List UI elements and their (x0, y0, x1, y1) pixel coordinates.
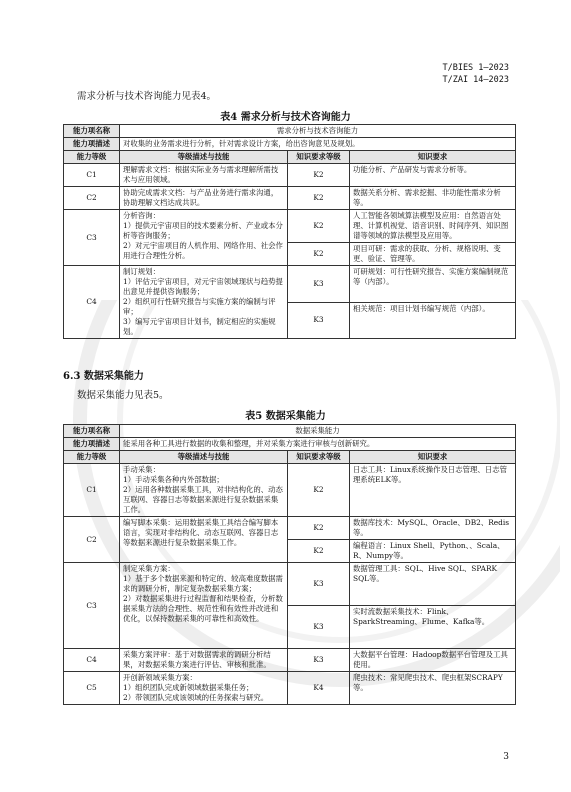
level-cell: C1 (64, 164, 120, 187)
req-cell: K4 (288, 672, 350, 705)
desc-cell: 制订规划： 1）评估元宇宙项目，对元宇宙领域现状与趋势提出意见并提供咨询服务； 2）组织可行性研究报告与实施方案的编制与评审； 3）编写元宇宙项目计划书，制定相应的实施规划。 (120, 266, 288, 339)
table-row (64, 210, 516, 243)
desc-label: 能力项描述 (64, 438, 120, 451)
table-row (64, 672, 516, 705)
col-desc: 等级描述与技能 (120, 451, 288, 464)
section-heading: 6.3 数据采集能力 (63, 371, 144, 382)
desc-cell: 编写脚本采集：运用数据采集工具结合编写脚本语言，实现对非结构化、动态互联网、容器日志等数据来源进行复杂数据采集工作。 (120, 517, 288, 563)
col-know: 知识要求 (350, 151, 516, 164)
req-cell: K3 (288, 266, 350, 303)
level-cell: C1 (64, 464, 120, 517)
intro-table4: 需求分析与技术咨询能力见表4。 (77, 91, 217, 102)
table4 (63, 124, 516, 339)
req-cell: K3 (288, 606, 350, 649)
name-label: 能力项名称 (64, 425, 120, 438)
know-cell: 可研规划：可行性研究报告、实施方案编制规范等（内部）。 (350, 266, 516, 303)
desc-cell: 协助完成需求文档：与产品业务进行需求沟通，协助理解文档达成共识。 (120, 187, 288, 210)
know-cell: 功能分析、产品研发与需求分析等。 (350, 164, 516, 187)
know-cell: 爬虫技术：常见爬虫技术、爬虫框架SCRAPY等。 (350, 672, 516, 705)
level-cell: C4 (64, 266, 120, 339)
table-row (64, 563, 516, 606)
name-label: 能力项名称 (64, 125, 120, 138)
level-cell: C4 (64, 649, 120, 672)
req-cell: K2 (288, 517, 350, 540)
req-cell: K2 (288, 243, 350, 266)
know-cell: 数据库技术：MySQL、Oracle、DB2、Redis等。 (350, 517, 516, 540)
desc-cell: 理解需求文档：根据实际业务与需求理解所需技术与应用领域。 (120, 164, 288, 187)
table-row (64, 517, 516, 540)
name-value: 需求分析与技术咨询能力 (120, 125, 516, 138)
req-cell: K2 (288, 164, 350, 187)
req-cell: K2 (288, 464, 350, 517)
level-cell: C3 (64, 210, 120, 266)
col-level: 能力等级 (64, 151, 120, 164)
know-cell: 人工智能各领域算法模型及应用：自然语言处理、计算机视觉、语音识别、时间序列、知识图谱等领域的算法模型及应用等。 (350, 210, 516, 243)
know-cell: 大数据平台管理：Hadoop数据平台管理及工具使用。 (350, 649, 516, 672)
know-cell: 相关规范：项目计划书编写规范（内部）。 (350, 302, 516, 339)
know-cell: 编程语言：Linux Shell、Python、、Scala、R、Numpy等。 (350, 540, 516, 563)
standard-code-1: T/BIES 1—2023 (442, 63, 509, 73)
req-cell: K2 (288, 187, 350, 210)
table5-caption: 表5 数据采集能力 (245, 411, 326, 422)
req-cell: K3 (288, 649, 350, 672)
desc-cell: 采集方案评审：基于对数据需求的调研分析结果，对数据采集方案进行评估、审核和批准。 (120, 649, 288, 672)
col-know: 知识要求 (350, 451, 516, 464)
col-req: 知识要求等级 (288, 451, 350, 464)
req-cell: K2 (288, 540, 350, 563)
level-cell: C2 (64, 187, 120, 210)
col-level: 能力等级 (64, 451, 120, 464)
know-cell: 项目可研：需求的获取、分析、规格说明、变更、验证、管理等。 (350, 243, 516, 266)
desc-cell: 手动采集： 1）手动采集各种内外部数据； 2）运用各种数据采集工具，对非结构化的、动态互联网、容器日志等数据来源进行复杂数据采集工作。 (120, 464, 288, 517)
desc-cell: 开创新领域采集方案： 1）组织团队完成新领域数据采集任务； 2）带领团队完成该领域的任务探索与研究。 (120, 672, 288, 705)
table-row (64, 649, 516, 672)
page-number: 3 (503, 752, 509, 762)
desc-label: 能力项描述 (64, 138, 120, 151)
col-desc: 等级描述与技能 (120, 151, 288, 164)
table-row (64, 266, 516, 303)
table-row (64, 164, 516, 187)
table4-caption: 表4 需求分析与技术咨询能力 (220, 112, 351, 123)
table5 (63, 424, 516, 705)
know-cell: 数据关系分析、需求挖掘、非功能性需求分析等。 (350, 187, 516, 210)
standard-code-2: T/ZAI 14—2023 (442, 75, 509, 85)
level-cell: C3 (64, 563, 120, 649)
col-req: 知识要求等级 (288, 151, 350, 164)
table-row (64, 187, 516, 210)
document-code (442, 62, 509, 86)
know-cell: 日志工具：Linux系统操作及日志管理、日志管理系统ELK等。 (350, 464, 516, 517)
know-cell: 数据管理工具：SQL、Hive SQL、SPARK SQL等。 (350, 563, 516, 606)
level-cell: C5 (64, 672, 120, 705)
table-row (64, 464, 516, 517)
desc-value: 能采用各种工具进行数据的收集和整理，并对采集方案进行审核与创新研究。 (120, 438, 516, 451)
level-cell: C2 (64, 517, 120, 563)
req-cell: K3 (288, 563, 350, 606)
desc-cell: 制定采集方案： 1）基于多个数据来源和特定的、较高难度数据需求的调研分析，制定复杂数据采集方案； 2）对数据采集进行过程监督和结果检查，分析数据采集方法的合理性、规范性和有效性并改进和优化，以保持数据采集的可靠性和高效性。 (120, 563, 288, 649)
req-cell: K3 (288, 302, 350, 339)
name-value: 数据采集能力 (120, 425, 516, 438)
desc-cell: 分析咨询： 1）提供元宇宙项目的技术要素分析、产业或本分析等咨询服务； 2）对元宇宙项目的人机作用、网络作用、社会作用进行合理性分析。 (120, 210, 288, 266)
intro-table5: 数据采集能力见表5。 (77, 390, 169, 401)
desc-value: 对收集的业务需求进行分析，针对需求设计方案，给出咨询意见及规划。 (120, 138, 516, 151)
know-cell: 实时流数据采集技术：Flink、SparkStreaming、Flume、Kafka等。 (350, 606, 516, 649)
req-cell: K2 (288, 210, 350, 243)
